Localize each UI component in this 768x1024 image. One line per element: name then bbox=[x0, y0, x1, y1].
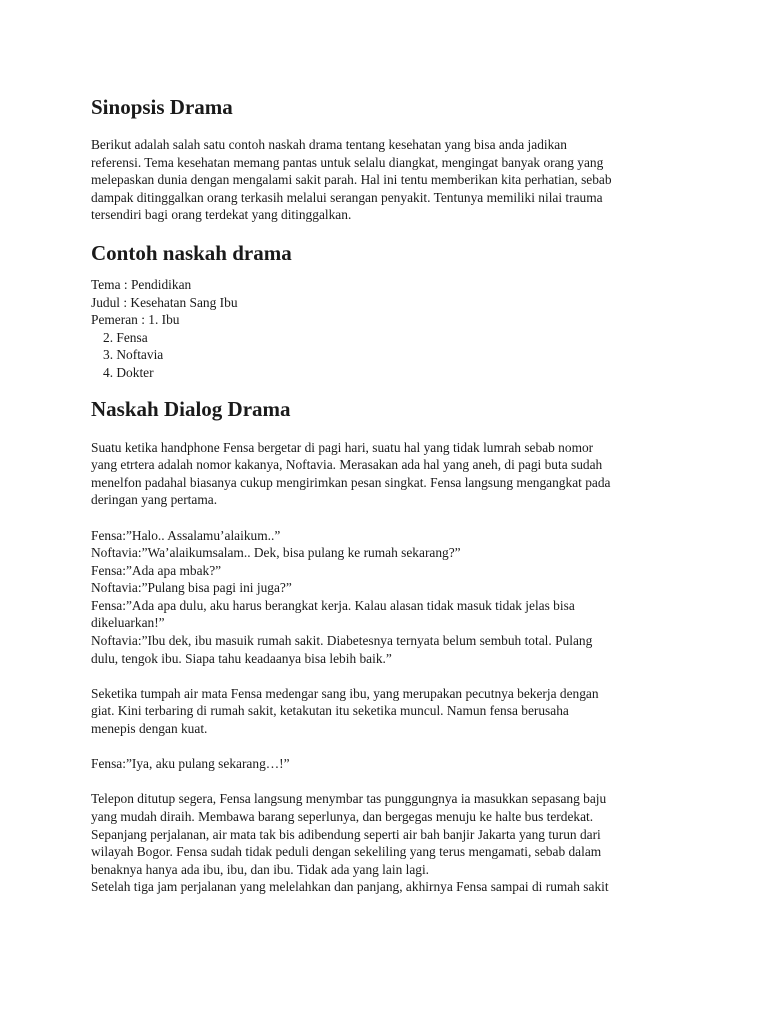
intro-paragraph bbox=[91, 136, 681, 224]
dialog-line: dulu, tengok ibu. Siapa tahu keadaanya bisa lebih baik.” bbox=[91, 650, 392, 666]
text-line: Berikut adalah salah satu contoh naskah drama tentang kesehatan yang bisa anda jadikan bbox=[91, 137, 567, 152]
text-line: yang etrtera adalah nomor kakanya, Noftavia. Merasakan ada hal yang aneh, di pagi buta sudah bbox=[91, 457, 603, 473]
text-line: Telepon ditutup segera, Fensa langsung menymbar tas punggungnya ia masukkan sepasang baju bbox=[91, 791, 607, 807]
paragraph-gap bbox=[91, 509, 681, 527]
text-line: Suatu ketika handphone Fensa bergetar di pagi hari, suatu hal yang tidak lumrah sebab nomor bbox=[91, 439, 594, 455]
dialog-line: Noftavia:”Pulang bisa pagi ini juga?” bbox=[91, 580, 292, 596]
dialog-line: dikeluarkan!” bbox=[91, 615, 165, 631]
drama-info-block bbox=[91, 276, 681, 382]
cast-item: 3. Noftavia bbox=[103, 347, 164, 363]
narration-paragraph bbox=[91, 439, 681, 509]
cast-item: 2. Fensa bbox=[103, 329, 148, 345]
paragraph-gap bbox=[91, 773, 681, 791]
text-line: dampak ditinggalkan orang terkasih melalui serangan penyakit. Tentunya memiliki nilai trauma bbox=[91, 189, 603, 205]
dialog-line: Fensa:”Iya, aku pulang sekarang…!” bbox=[91, 756, 290, 772]
text-line: tersendiri bagi orang terdekat yang ditinggalkan. bbox=[91, 207, 352, 223]
text-line: menelfon padahal biasanya cukup mengirimkan pesan singkat. Fensa langsung mengangkat pada bbox=[91, 474, 611, 490]
text-line: Sepanjang perjalanan, air mata tak bis adibendung seperti air bah banjir Jakarta yang turun dari bbox=[91, 826, 601, 842]
text-line: referensi. Tema kesehatan memang pantas untuk selalu diangkat, mengingat banyak orang yang bbox=[91, 154, 604, 170]
text-line: yang mudah diraih. Membawa barang seperlunya, dan bergegas menuju ke halte bus terdekat. bbox=[91, 809, 594, 824]
narration-paragraph bbox=[91, 790, 681, 896]
tema-line: Tema : Pendidikan bbox=[91, 276, 192, 292]
dialog-block bbox=[91, 527, 681, 668]
dialog-line: Fensa:”Ada apa dulu, aku harus berangkat kerja. Kalau alasan tidak masuk tidak jelas bisa bbox=[91, 597, 575, 613]
dialog-line: Noftavia:”Wa’alaikumsalam.. Dek, bisa pulang ke rumah sekarang?” bbox=[91, 545, 461, 561]
dialog-line: Fensa:”Halo.. Assalamu’alaikum..” bbox=[91, 527, 281, 543]
heading-naskah-dialog-drama: Naskah Dialog Drama bbox=[91, 396, 291, 421]
cast-item: 4. Dokter bbox=[103, 364, 154, 380]
text-line: deringan yang pertama. bbox=[91, 492, 218, 508]
dialog-block bbox=[91, 755, 681, 773]
dialog-line: Noftavia:”Ibu dek, ibu masuik rumah sakit. Diabetesnya ternyata belum sembuh total. Pulang bbox=[91, 633, 593, 649]
text-line: melepaskan dunia dengan mengalami sakit parah. Hal ini tentu memberikan kita perhatian, sebab bbox=[91, 172, 612, 188]
paragraph-gap bbox=[91, 738, 681, 756]
dialog-line: Fensa:”Ada apa mbak?” bbox=[91, 562, 222, 578]
heading-contoh-naskah-drama: Contoh naskah drama bbox=[91, 240, 292, 265]
text-line: giat. Kini terbaring di rumah sakit, ketakutan itu seketika muncul. Namun fensa berusaha bbox=[91, 703, 569, 719]
document-page bbox=[91, 94, 681, 896]
text-line: benaknya hanya ada ibu, ibu, dan ibu. Tidak ada yang lain lagi. bbox=[91, 861, 430, 877]
heading-sinopsis-drama: Sinopsis Drama bbox=[91, 95, 233, 119]
judul-line: Judul : Kesehatan Sang Ibu bbox=[91, 294, 238, 310]
text-line: menepis dengan kuat. bbox=[91, 721, 208, 737]
pemeran-line: Pemeran : 1. Ibu bbox=[91, 312, 180, 328]
text-line: Seketika tumpah air mata Fensa medengar sang ibu, yang merupakan pecutnya bekerja dengan bbox=[91, 685, 599, 701]
paragraph-gap bbox=[91, 667, 681, 685]
narration-paragraph bbox=[91, 685, 681, 738]
text-line: wilayah Bogor. Fensa sudah tidak peduli dengan sekeliling yang terus mengamati, sebab dalam bbox=[91, 844, 602, 860]
text-line: Setelah tiga jam perjalanan yang melelahkan dan panjang, akhirnya Fensa sampai di rumah sakit bbox=[91, 879, 609, 895]
